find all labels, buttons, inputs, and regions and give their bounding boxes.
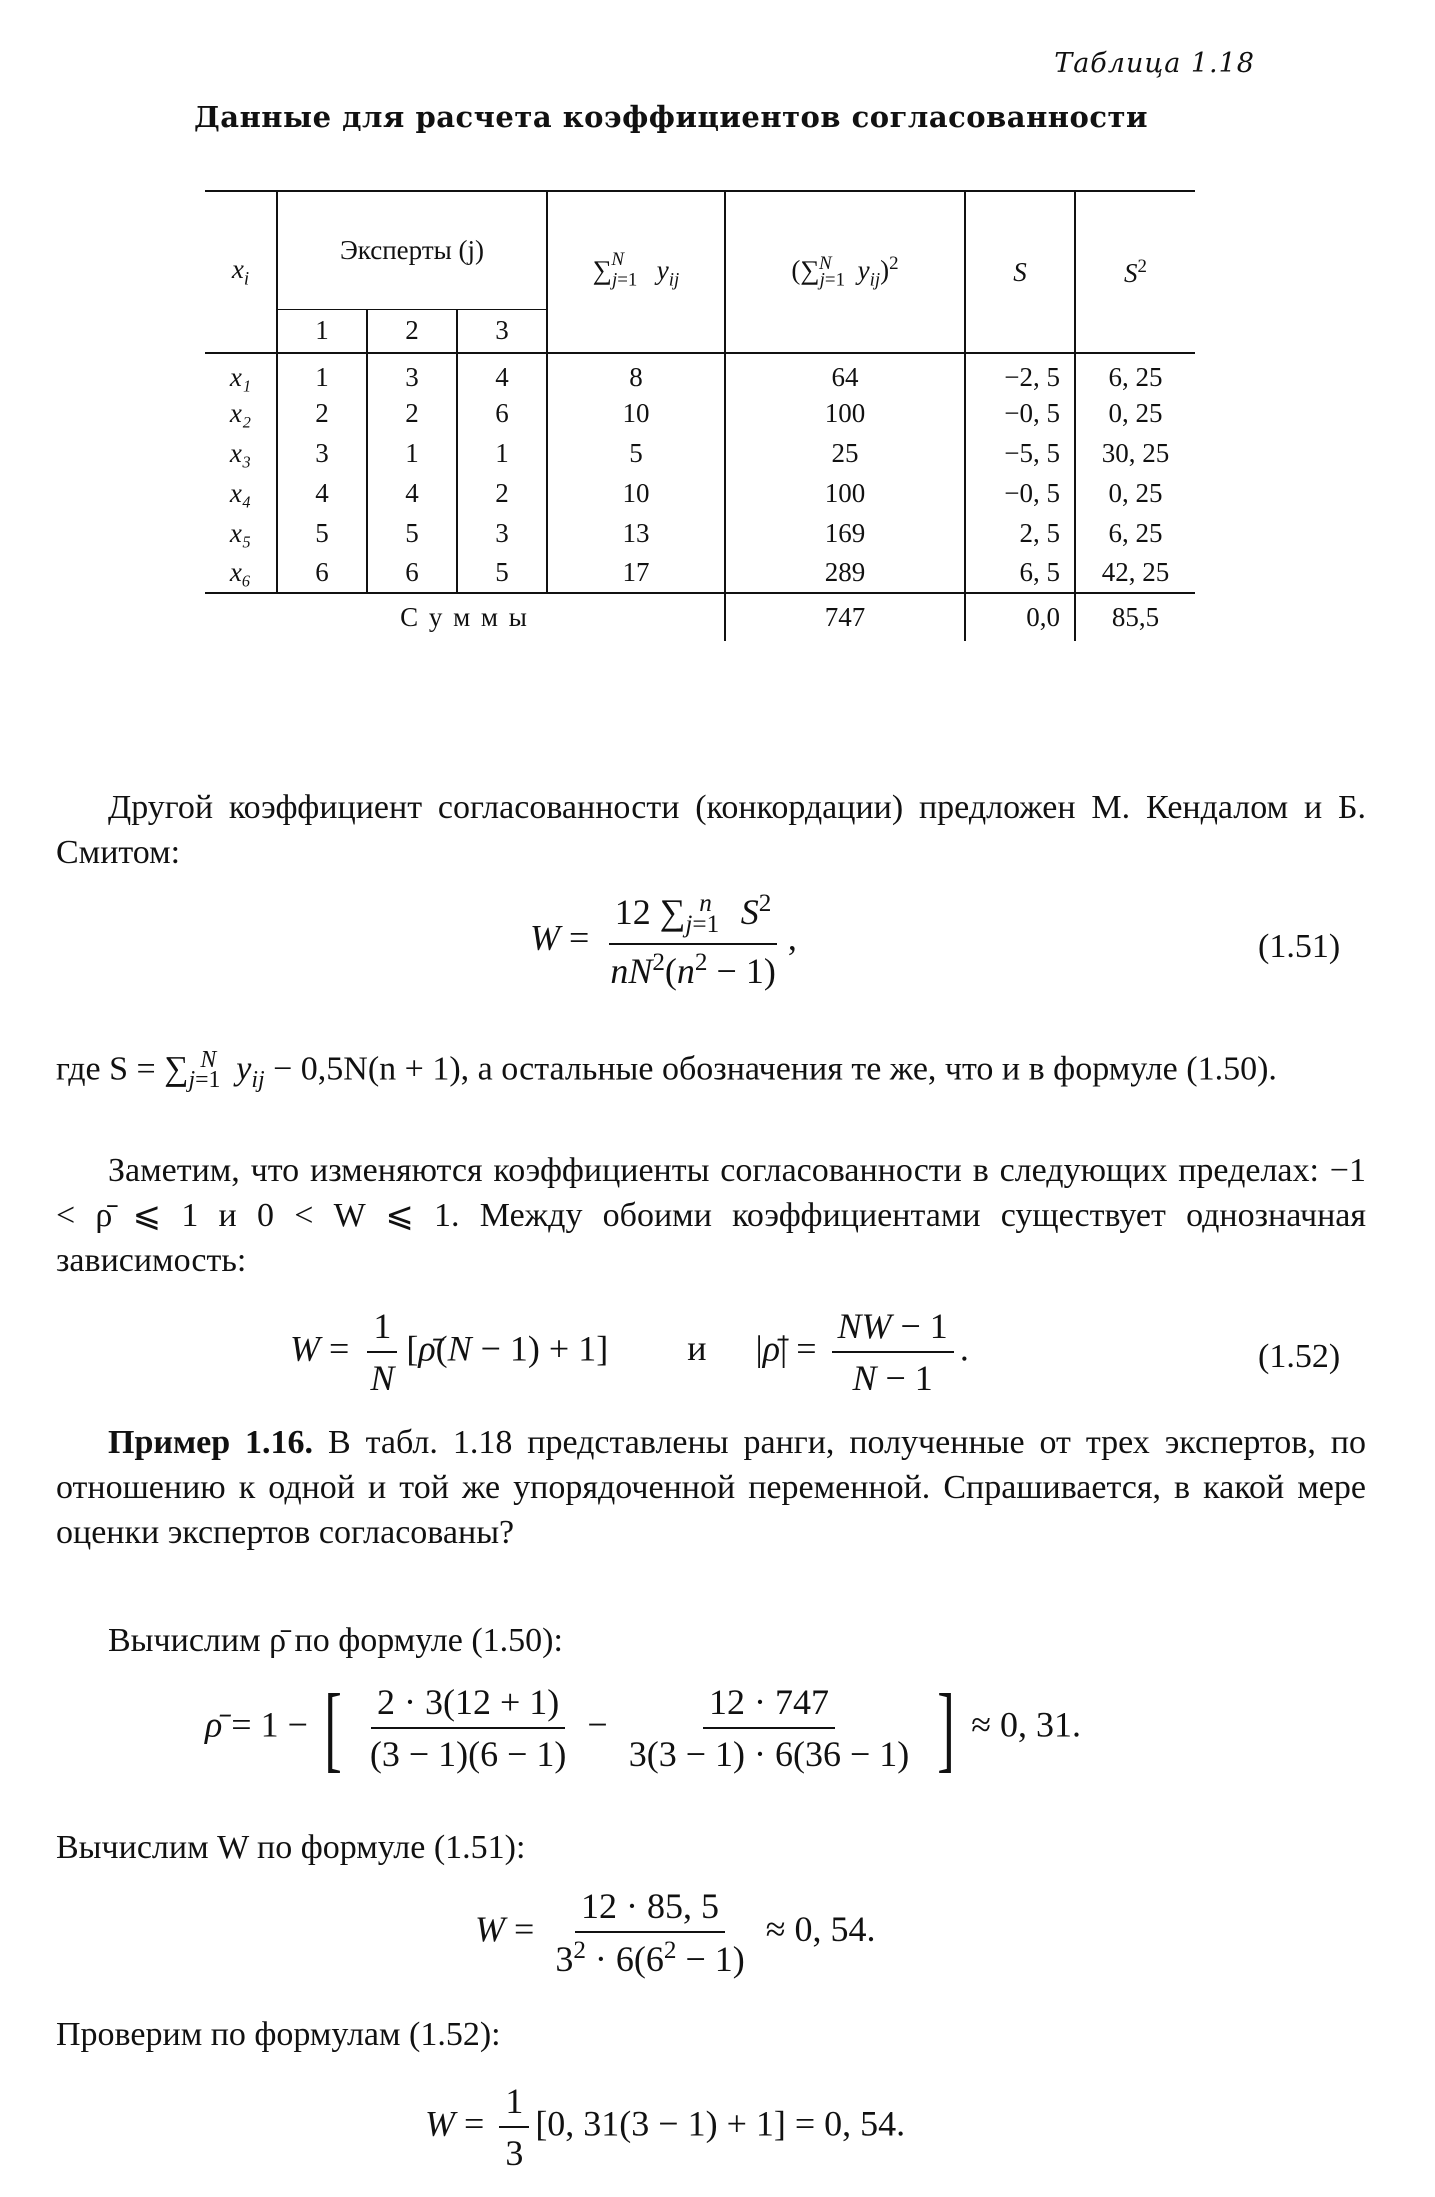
- cell-sum-sq: 25: [725, 433, 965, 473]
- cell-xi: x₅: [229, 517, 252, 548]
- cell-s2: 30, 25: [1075, 433, 1195, 473]
- equation-1-51: W = $\frac{12 \sum_{j=1}^n S^2}{nN^2(n^2 - 1)}$ ,: [530, 890, 797, 992]
- equation-1-52: W = $\frac{1}{N}$ [ρ̄(N − 1) + 1] и |ρ̄| = $\frac{NW - 1}{N - 1}$ .: [290, 1306, 969, 1398]
- cell-xi: x₁: [229, 362, 252, 392]
- cell-e1: 2: [277, 393, 367, 433]
- cell-s2: 0, 25: [1075, 473, 1195, 513]
- equation-check: W = $\frac{1}{3}$ [0, 31(3 − 1) + 1] = 0, 54.: [425, 2081, 906, 2173]
- table-row: [205, 433, 1195, 473]
- paragraph-limits: Заметим, что изменяются коэффициенты согласованности в следующих пределах: −1 < ρ̄ ⩽ 1 и 0 < W ⩽ 1. Между обоими коэффициентами существует однозначная зависимость:: [56, 1152, 1366, 1279]
- cell-e2: 6: [367, 553, 457, 593]
- cell-s: 6, 5: [965, 553, 1075, 593]
- cell-xi: x₆: [229, 557, 252, 587]
- cell-e3: 4: [457, 353, 547, 393]
- header-expert-1: 1: [277, 309, 367, 353]
- cell-sum: 13: [547, 513, 725, 553]
- cell-e1: 5: [277, 513, 367, 553]
- cell-e2: 4: [367, 473, 457, 513]
- cell-e2: 3: [367, 353, 457, 393]
- cell-e1: 4: [277, 473, 367, 513]
- cell-xi: x₃: [229, 437, 252, 468]
- header-expert-2: 2: [367, 309, 457, 353]
- table-row: [205, 473, 1195, 513]
- example-paragraph: Пример 1.16. В табл. 1.18 представлены ранги, полученные от трех экспертов, по отношению к одной и той же упорядоченной переменной. Спрашивается, в какой мере оценки экспертов согласованы?: [56, 1424, 1366, 1551]
- cell-s2: 0, 25: [1075, 393, 1195, 433]
- cell-sum: 5: [547, 433, 725, 473]
- cell-sum-sq: 64: [725, 353, 965, 393]
- table-number: Таблица 1.18: [1054, 48, 1255, 79]
- cell-s: −0, 5: [965, 473, 1075, 513]
- cell-s2: 42, 25: [1075, 553, 1195, 593]
- equation-number-1-51: (1.51): [1258, 928, 1341, 965]
- cell-e1: 3: [277, 433, 367, 473]
- cell-xi: x₄: [229, 477, 252, 508]
- totals-label: С у м м ы: [400, 602, 529, 632]
- cell-sum: 10: [547, 393, 725, 433]
- cell-e3: 3: [457, 513, 547, 553]
- table-row: [205, 553, 1195, 593]
- calc-rho-line: Вычислим ρ̄ по формуле (1.50):: [108, 1622, 563, 1659]
- cell-e1: 6: [277, 553, 367, 593]
- header-s2: $S^2$: [1075, 191, 1195, 353]
- cell-s: 2, 5: [965, 513, 1075, 553]
- cell-sum: 10: [547, 473, 725, 513]
- paragraph-where: где $S = \sum_{j=1}^N$ $y_{ij} - 0,5N(n + 1)$, а остальные обозначения те же, что и в формуле (1.50).: [56, 1047, 1277, 1094]
- totals-s: 0,0: [965, 593, 1075, 641]
- cell-s2: 6, 25: [1075, 513, 1195, 553]
- cell-e3: 2: [457, 473, 547, 513]
- cell-s: −0, 5: [965, 393, 1075, 433]
- cell-s: −5, 5: [965, 433, 1075, 473]
- cell-sum-sq: 100: [725, 393, 965, 433]
- table-row: [205, 513, 1195, 553]
- table-title: Данные для расчета коэффициентов согласованности: [194, 100, 1149, 134]
- cell-sum-sq: 289: [725, 553, 965, 593]
- totals-s2: 85,5: [1075, 593, 1195, 641]
- equation-rho-calc: ρ̄ = 1 − [ $\frac{2 \cdot 3(12 + 1)}{(3 - 1)(6 - 1)}$ − $\frac{12 \cdot 747}{3(3 - 1) \cdot 6(36 - 1)}$ ] ≈ 0, 31.: [205, 1674, 1082, 1781]
- cell-e2: 1: [367, 433, 457, 473]
- cell-e3: 1: [457, 433, 547, 473]
- table-row: [205, 353, 1195, 393]
- equation-number-1-52: (1.52): [1258, 1338, 1341, 1375]
- header-expert-3: 3: [457, 309, 547, 353]
- ranks-table: [205, 190, 1195, 641]
- header-sum-squared: ($\sum_{j=1}^N$ $y_{ij})^2$: [725, 191, 965, 353]
- cell-s: −2, 5: [965, 353, 1075, 393]
- calc-w-line: Вычислим W по формуле (1.51):: [56, 1829, 526, 1866]
- header-s: S: [965, 191, 1075, 353]
- cell-sum-sq: 169: [725, 513, 965, 553]
- cell-s2: 6, 25: [1075, 353, 1195, 393]
- table-row: [205, 393, 1195, 433]
- cell-sum: 8: [547, 353, 725, 393]
- cell-sum: 17: [547, 553, 725, 593]
- header-experts: Эксперты (j): [277, 191, 547, 309]
- cell-xi: x₂: [229, 397, 252, 428]
- check-line: Проверим по формулам (1.52):: [56, 2016, 501, 2053]
- cell-e3: 5: [457, 553, 547, 593]
- totals-sum-squared: 747: [725, 593, 965, 641]
- cell-e2: 2: [367, 393, 457, 433]
- cell-e2: 5: [367, 513, 457, 553]
- header-sum: $\sum_{j=1}^N$ $y_{ij}$: [547, 191, 725, 353]
- cell-sum-sq: 100: [725, 473, 965, 513]
- cell-e1: 1: [277, 353, 367, 393]
- equation-w-calc: W = $\frac{12 \cdot 85, 5}{3^2 \cdot 6(6^2 - 1)}$ ≈ 0, 54.: [475, 1886, 876, 1979]
- header-xi: $x_i$: [205, 191, 277, 353]
- paragraph-kendall: Другой коэффициент согласованности (конкордации) предложен М. Кендалом и Б. Смитом:: [56, 789, 1366, 871]
- cell-e3: 6: [457, 393, 547, 433]
